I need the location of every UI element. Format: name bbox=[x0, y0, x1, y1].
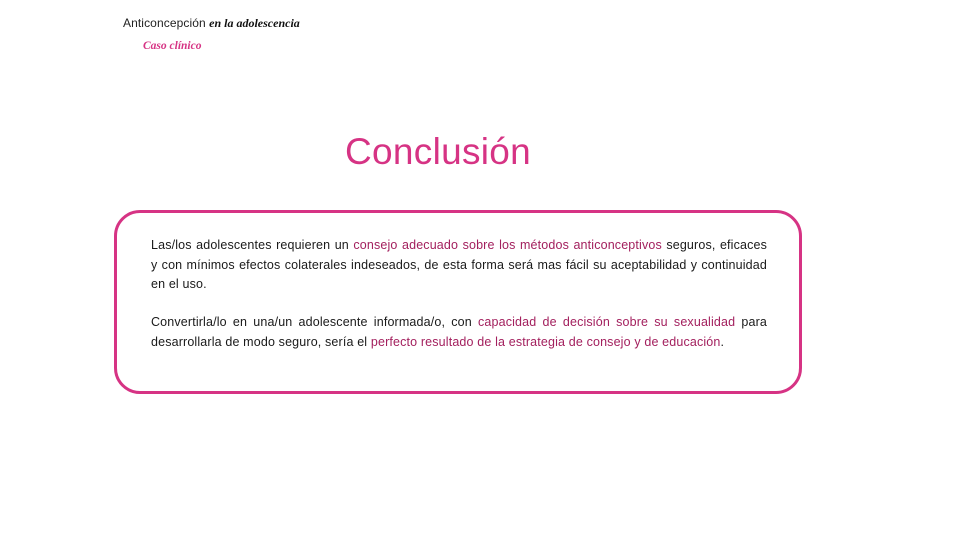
conclusion-paragraph-1 bbox=[151, 236, 767, 295]
conclusion-paragraph-2 bbox=[151, 313, 767, 352]
p2-text-e: . bbox=[720, 334, 725, 349]
header-subtitle: Caso clínico bbox=[143, 40, 202, 52]
p1-text-c: seguros, eficaces y con mínimos efectos colaterales indeseados, de esta forma será mas fácil su aceptabilidad y continuidad en el uso. bbox=[151, 238, 768, 291]
header-topic bbox=[123, 16, 300, 31]
p2-highlight-1: capacidad de decisión sobre su sexualidad bbox=[478, 315, 736, 329]
slide-title: Conclusión bbox=[345, 131, 532, 172]
p2-text-a: Convertirla/lo en una/un adolescente informada/o, con bbox=[151, 315, 478, 329]
header-topic-italic: en la adolescencia bbox=[209, 16, 300, 30]
p2-text-c: para desarrollarla de modo seguro, sería el bbox=[151, 315, 767, 349]
p2-highlight-2: perfecto resultado de la estrategia de consejo y de educación bbox=[370, 334, 721, 349]
p1-highlight: consejo adecuado sobre los métodos anticonceptivos bbox=[353, 238, 662, 252]
p1-text-a: Las/los adolescentes requieren un bbox=[151, 238, 354, 252]
header-topic-plain: Anticoncepción bbox=[123, 16, 206, 30]
